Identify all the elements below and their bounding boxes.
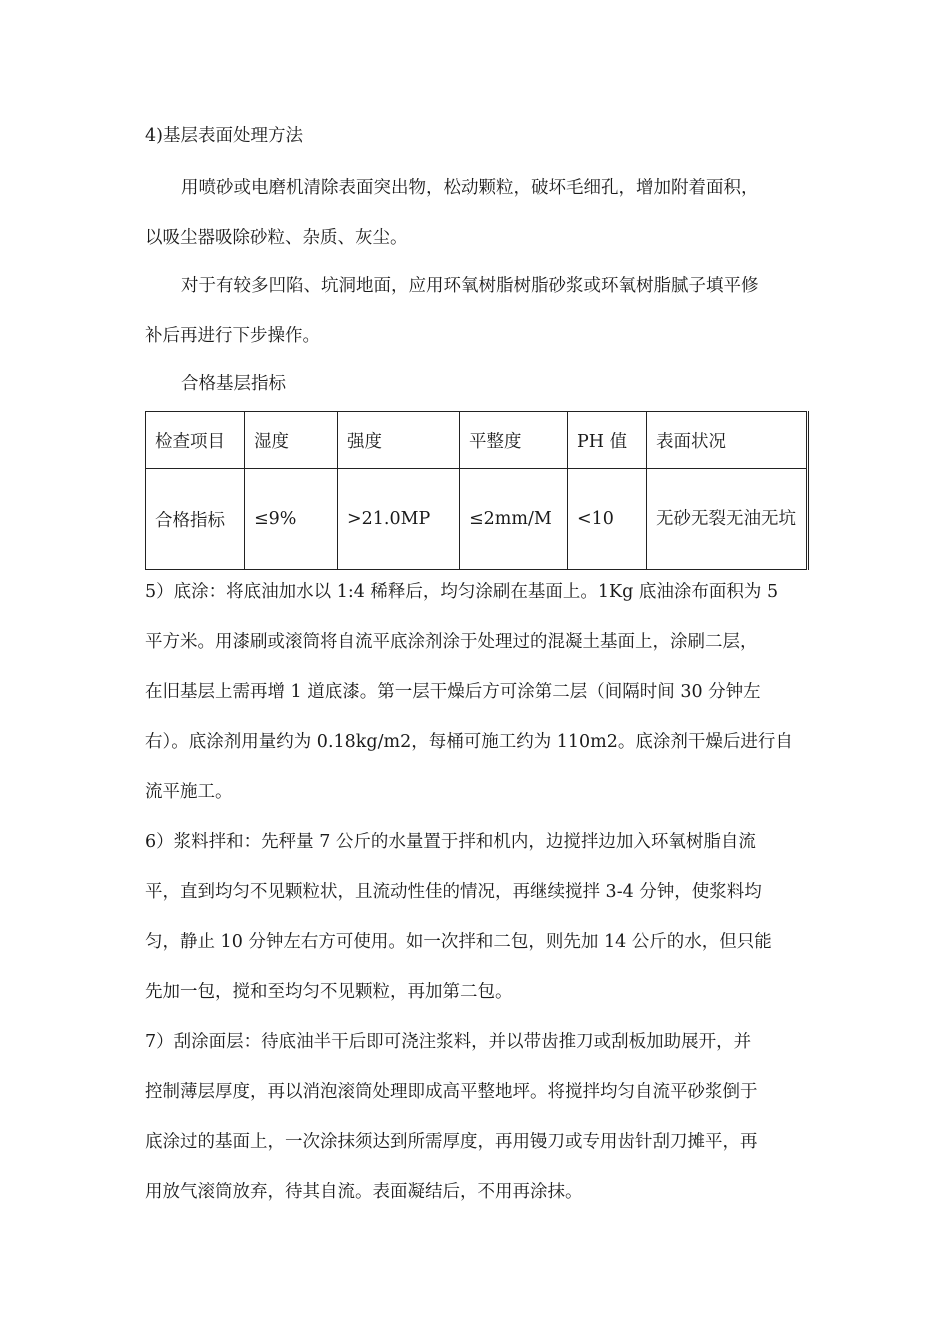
paragraph-line: 用喷砂或电磨机清除表面突出物，松动颗粒，破坏毛细孔，增加附着面积， — [181, 178, 759, 198]
table-header-cell: 表面状况 — [647, 412, 808, 469]
paragraph-line: 平方米。用漆刷或滚筒将自流平底涂剂涂于处理过的混凝土基面上，涂刷二层， — [145, 632, 758, 652]
paragraph-line: 底涂过的基面上，一次涂抹须达到所需厚度，再用镘刀或专用齿针刮刀摊平，再 — [145, 1132, 758, 1152]
table-cell: 无砂无裂无油无坑 — [647, 469, 808, 570]
paragraph-line: 以吸尘器吸除砂粒、杂质、灰尘。 — [145, 228, 408, 248]
base-layer-spec-table — [145, 411, 809, 570]
paragraph-line: 6）浆料拌和：先秤量 7 公斤的水量置于拌和机内，边搅拌边加入环氧树脂自流 — [145, 832, 756, 852]
table-header-row — [146, 412, 808, 469]
table-header-cell: 湿度 — [245, 412, 338, 469]
table-header-cell: 强度 — [338, 412, 460, 469]
paragraph-line: 控制薄层厚度，再以消泡滚筒处理即成高平整地坪。将搅拌均匀自流平砂浆倒于 — [145, 1082, 758, 1102]
table-caption: 合格基层指标 — [181, 374, 286, 394]
paragraph-line: 对于有较多凹陷、坑洞地面，应用环氧树脂树脂砂浆或环氧树脂腻子填平修 — [181, 276, 759, 296]
table-header-cell: PH 值 — [568, 412, 647, 469]
paragraph-line: 5）底涂：将底油加水以 1:4 稀释后，均匀涂刷在基面上。1Kg 底油涂布面积为 5 — [145, 582, 779, 602]
paragraph-line: 流平施工。 — [145, 782, 233, 802]
table-cell: ≤2mm/M — [460, 469, 568, 570]
table-cell: <10 — [568, 469, 647, 570]
table-header-cell: 平整度 — [460, 412, 568, 469]
paragraph-line: 匀，静止 10 分钟左右方可使用。如一次拌和二包，则先加 14 公斤的水，但只能 — [145, 932, 772, 952]
paragraph-line: 先加一包，搅和至均匀不见颗粒，再加第二包。 — [145, 982, 513, 1002]
section-4-heading: 4)基层表面处理方法 — [145, 126, 303, 146]
paragraph-line: 用放气滚筒放弃，待其自流。表面凝结后，不用再涂抹。 — [145, 1182, 583, 1202]
paragraph-line: 补后再进行下步操作。 — [145, 326, 320, 346]
table-cell: 合格指标 — [146, 469, 245, 570]
table-cell: >21.0MP — [338, 469, 460, 570]
paragraph-line: 右）。底涂剂用量约为 0.18kg/m2，每桶可施工约为 110m2。底涂剂干燥后进行自 — [145, 732, 793, 752]
table-row — [146, 469, 808, 570]
paragraph-line: 7）刮涂面层：待底油半干后即可浇注浆料，并以带齿推刀或刮板加助展开，并 — [145, 1032, 752, 1052]
table-header-cell: 检查项目 — [146, 412, 245, 469]
paragraph-line: 在旧基层上需再增 1 道底漆。第一层干燥后方可涂第二层（间隔时间 30 分钟左 — [145, 682, 761, 702]
table-cell: ≤9% — [245, 469, 338, 570]
paragraph-line: 平，直到均匀不见颗粒状，且流动性佳的情况，再继续搅拌 3-4 分钟，使浆料均 — [145, 882, 762, 902]
